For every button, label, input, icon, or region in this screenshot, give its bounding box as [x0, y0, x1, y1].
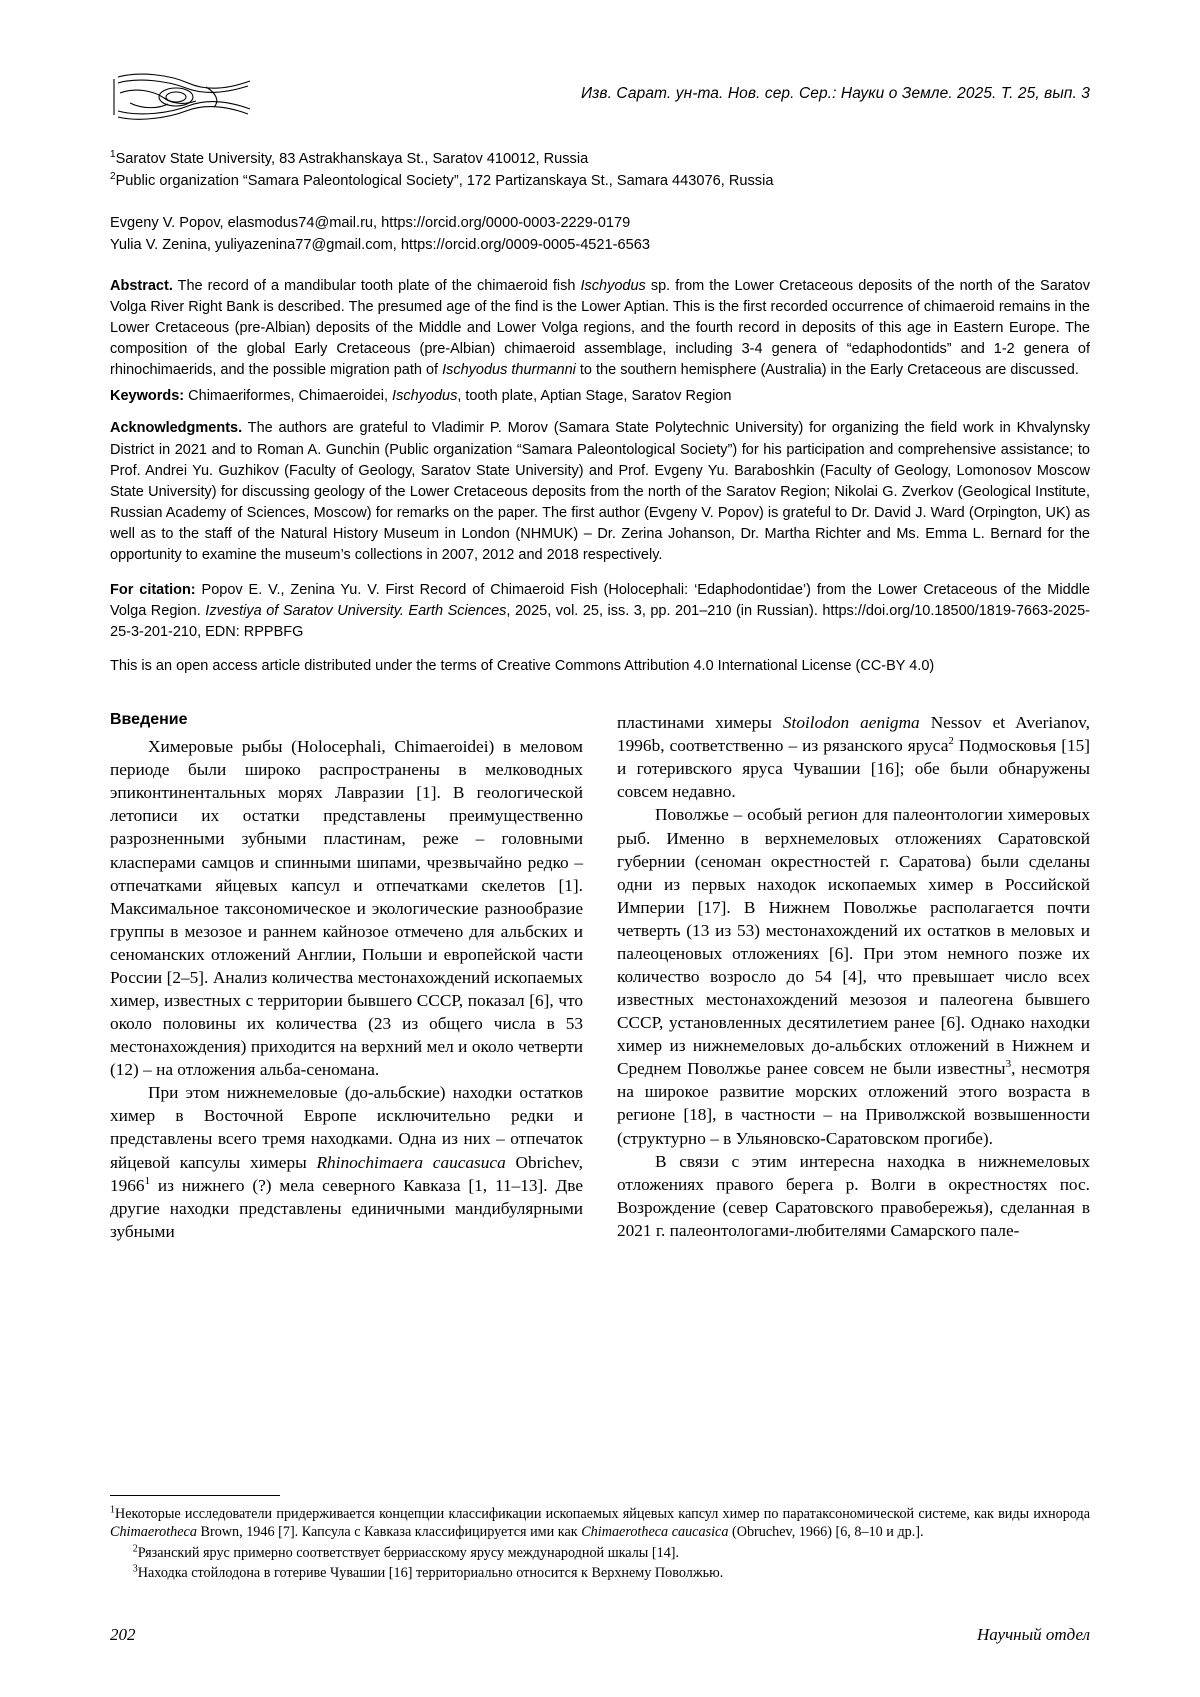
footnote-1-italic-1: Chimaerotheca: [110, 1524, 197, 1541]
p3-text-1: пластинами химеры: [617, 713, 783, 733]
abstract-italic-2: Ischyodus thurmanni: [442, 362, 576, 379]
body-columns: [110, 711, 1090, 1243]
affiliations: [110, 148, 1090, 191]
footnote-3-marker: 3: [132, 1563, 138, 1575]
p3-text-2: Nessov et Averianov, 1996b, соответственно – из рязанского яруса: [617, 713, 1090, 756]
citation-text-1: Popov E. V., Zenina Yu. V. First Record of Chimaeroid Fish (Holocephali: ‘Edaphodontidae’) from the Lower Cretaceous of the Middle Volga Region.: [110, 581, 1090, 619]
p4-footnote-ref-3: 3: [1005, 1058, 1012, 1071]
keywords-text-1: Chimaeriformes, Chimaeroidei,: [184, 388, 393, 405]
keywords-label: Keywords:: [110, 388, 185, 405]
abstract-text-3: to the southern hemisphere (Australia) in the Early Cretaceous are discussed.: [575, 362, 1079, 379]
p4-text-1: Поволжье – особый регион для палеонтологии химеровых рыб. Именно в верхнемеловых отложениях Саратовской губернии (сеноман окрестностей г. Саратова) были сделаны одни из первых находок ископаемых химер в Российской Империи [17]. В Нижнем Поволжье располагается почти четверть (13 из 53) местонахождений их остатков в меловых и палеоценовых отложениях [6]. При этом немного позже их количество возросло до 54 [4], что превышает число всех известных местонахождений мезозоя и палеогена бывшего СССР, установленных десятилетием ранее [6]. Однако находки химер из нижнемеловых до-альбских отложений в Нижнем и Среднем Поволжье ранее совсем не были известны: [617, 805, 1090, 1079]
paragraph-p4: [617, 803, 1090, 1149]
footnote-2-text: Рязанский ярус примерно соответствует берриасскому ярусу международной шкалы [14].: [137, 1544, 680, 1561]
footnote-2-marker: 2: [132, 1543, 138, 1555]
acknowledgments: [110, 418, 1090, 566]
affiliation-2: [110, 170, 1090, 192]
keywords-text-2: , tooth plate, Aptian Stage, Saratov Region: [457, 388, 732, 405]
left-column: [110, 711, 583, 1243]
abstract: [110, 276, 1090, 382]
footnotes: [110, 1495, 1090, 1585]
footnote-1-text-1: Некоторые исследователи придерживается концепции классификации ископаемых яйцевых капсул химер по паратаксономической системе, как виды ихнорода: [115, 1505, 1090, 1522]
footnote-1-text-2: Brown, 1946 [7]. Капсула с Кавказа классифицируется ими как: [196, 1524, 582, 1541]
author-contacts: [110, 212, 1090, 256]
citation-text-2: , 2025, vol. 25, iss. 3, pp. 201–210 (in Russian). https://doi.org/10.18500/1819-7663-2025-25-3-201-210, EDN: RPPBFG: [110, 602, 1091, 640]
footer-section-label: Научный отдел: [976, 1625, 1090, 1644]
affiliation-1-text: Saratov State University, 83 Astrakhanskaya St., Saratov 410012, Russia: [115, 150, 589, 167]
journal-emblem-icon: [110, 73, 260, 121]
affiliation-1-marker: 1: [110, 149, 116, 160]
author-contact-2: Yulia V. Zenina, yuliyazenina77@gmail.com, https://orcid.org/0009-0005-4521-6563: [110, 237, 650, 254]
footnote-1: [110, 1505, 1090, 1542]
p4-text-2: , несмотря на широкое развитие морских отложений этого возраста в регионе [18], в частности – на Приволжской возвышенности (структурно – в Ульяновско-Саратовском прогибе).: [617, 1059, 1090, 1148]
footnote-2: [110, 1544, 1090, 1563]
footnote-1-text-3: (Obruchev, 1966) [6, 8–10 и др.].: [728, 1524, 924, 1541]
author-contact-1: Evgeny V. Popov, elasmodus74@mail.ru, https://orcid.org/0000-0003-2229-0179: [110, 215, 631, 232]
abstract-italic-1: Ischyodus: [580, 277, 646, 294]
page-footer: [110, 1625, 1090, 1645]
paragraph-p5: [617, 1150, 1090, 1242]
page-number: 202: [110, 1625, 136, 1644]
p2-footnote-ref-1: 1: [144, 1174, 151, 1187]
keywords: [110, 386, 1090, 407]
footnote-1-italic-2: Chimaerotheca caucasica: [581, 1524, 729, 1541]
abstract-label: Abstract.: [110, 277, 173, 294]
p2-text-1: При этом нижнемеловые (до-альбские) находки остатков химер в Восточной Европе исключительно редки и представлены всего тремя находками. Одна из них – отпечаток яйцевой капсулы химеры: [110, 1083, 583, 1172]
paragraph-p2: [110, 1081, 583, 1243]
section-title-introduction: Введение: [110, 711, 188, 729]
citation-italic-1: Izvestiya of Saratov University. Earth Sciences: [205, 602, 507, 619]
footnote-1-marker: 1: [110, 1503, 115, 1515]
abstract-text-2: sp. from the Lower Cretaceous deposits of the north of the Saratov Volga River Right Bank is described. The presumed age of the find is the Lower Aptian. This is the first recorded occurrence of chimaeroid remains in the Lower Cretaceous (pre-Albian) deposits of the Middle and Lower Volga regions, and the fourth record in deposits of this age in Eastern Europe. The composition of the global Early Cretaceous (pre-Albian) chimaeroid assemblage, including 3-4 genera of “edaphodontids” and 1-2 genera of rhinochimaerids, and the possible migration path of: [110, 277, 1090, 379]
affiliation-1: [110, 148, 1090, 170]
paragraph-p3: [617, 711, 1090, 803]
license-note: This is an open access article distributed under the terms of Creative Commons Attribution 4.0 International License (CC-BY 4.0): [110, 658, 935, 674]
affiliation-2-text: Public organization “Samara Paleontological Society”, 172 Partizanskaya St., Samara 443076, Russia: [115, 172, 774, 189]
page-header: [110, 62, 1090, 132]
p5-text-1: В связи с этим интересна находка в нижнемеловых отложениях правого берега р. Волги в окрестностях пос. Возрождение (север Саратовского правобережья), сделанная в 2021 г. палеонтологами-любителями Самарского пале-: [617, 1151, 1090, 1240]
p2-text-3: из нижнего (?) мела северного Кавказа [1, 11–13]. Две другие находки представлены единичными мандибулярными зубными: [110, 1175, 583, 1241]
right-column: [617, 711, 1090, 1242]
p3-footnote-ref-2: 2: [948, 735, 954, 748]
footnote-3: [110, 1564, 1090, 1583]
affiliation-2-marker: 2: [110, 170, 116, 182]
acknowledgments-text: The authors are grateful to Vladimir P. Morov (Samara State Polytechnic University) for organizing the field work in Khvalynsky District in 2021 and to Roman A. Gunchin (Public organization “Samara Paleontological Society”) for his participation and comprehensive assistance; to Prof. Andrei Yu. Guzhikov (Faculty of Geology, Saratov State University) and Prof. Evgeny Yu. Baraboshkin (Faculty of Geology, Lomonosov Moscow State University) for discussing geology of the Lower Cretaceous deposits from the north of the Saratov Region; Nikolai G. Zverkov (Geological Institute, Russian Academy of Sciences, Moscow) for remarks on the paper. The first author (Evgeny V. Popov) is grateful to Dr. David J. Ward (Orpington, UK) as well as to the staff of the Natural History Museum in London (NHMUK) – Dr. Zerina Johanson, Dr. Martha Richter and Ms. Emma L. Bernard for the opportunity to examine the museum’s collections in 2007, 2012 and 2018 respectively.: [110, 420, 1090, 564]
acknowledgments-label: Acknowledgments.: [110, 420, 243, 437]
paragraph-p1-text: Химеровые рыбы (Holocephali, Chimaeroidei) в меловом периоде были широко распространены в мелководных эпиконтинентальных морях Лавразии [1]. В геологической летописи их остатки представлены преимущественно разрозненными зубными пластинам, реже – головными класперами самцов и спинными шипами, чрезвычайно редко – отпечатками яйцевых капсул и отпечатками скелетов [1]. Максимальное таксономическое и экологические разнообразие группы в мезозое и раннем кайнозое отмечено для альбских и сеноманских отложений Англии, Польши и европейской части России [2–5]. Анализ количества местонахождений ископаемых химер, известных с территории бывшего СССР, показал [6], что около половины их количества (23 из общего числа в 53 местонахождения) приходится на верхний мел и около четверти (12) – на отложения альба-сеномана.: [110, 737, 583, 1080]
abstract-text-1: The record of a mandibular tooth plate of the chimaeroid fish: [172, 277, 581, 294]
citation: [110, 580, 1090, 643]
p3-text-3: Подмосковья [15] и готеривского яруса Чувашии [16]; обе были обнаружены совсем недавно.: [617, 736, 1091, 802]
keywords-italic-1: Ischyodus: [392, 388, 458, 405]
paragraph-p1: [110, 735, 583, 1081]
footnote-3-text: Находка стойлодона в готериве Чувашии [16] территориально относится к Верхнему Поволжью.: [137, 1565, 724, 1582]
journal-running-head: Изв. Сарат. ун-та. Нов. сер. Сер.: Науки о Земле. 2025. Т. 25, вып. 3: [580, 85, 1090, 102]
p3-italic-1: Stoilodon aenigma: [782, 713, 920, 733]
p2-text-2: Obrichev, 1966: [110, 1152, 583, 1195]
footnote-rule: [110, 1495, 280, 1496]
p2-italic-1: Rhinochimaera caucasuca: [316, 1152, 506, 1172]
citation-label: For citation:: [110, 581, 196, 598]
